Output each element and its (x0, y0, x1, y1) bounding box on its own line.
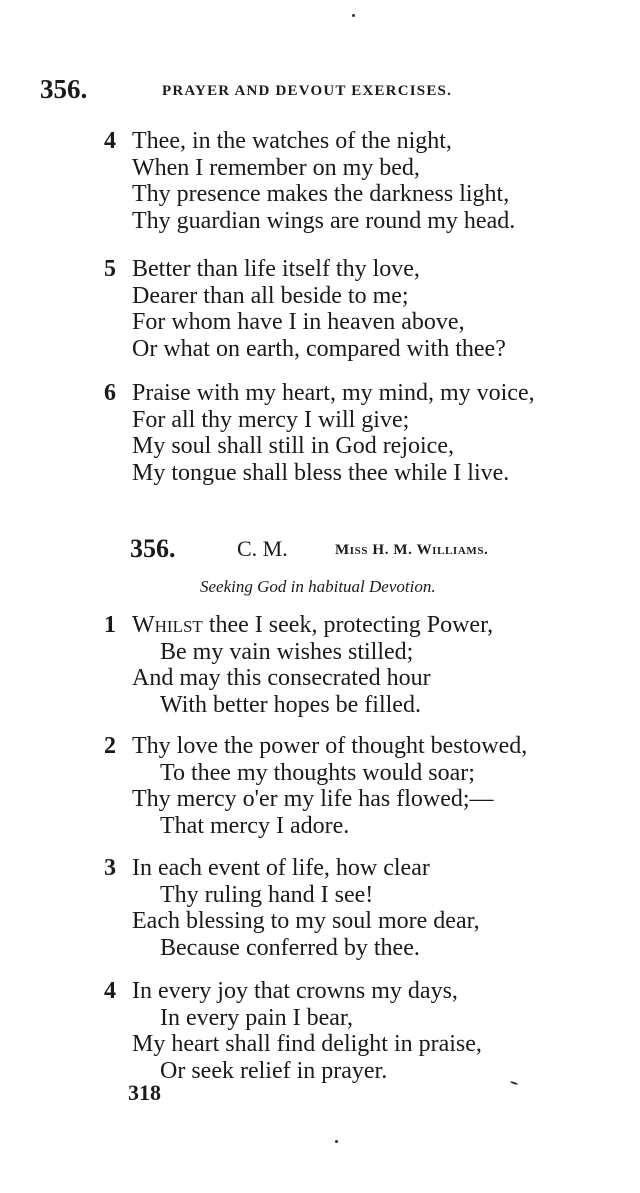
prev-hymn-stanza-6 (104, 380, 604, 486)
stanza-number: 6 (104, 380, 116, 406)
stanza-line: Or what on earth, compared with thee? (132, 335, 506, 362)
stanza-line: Thy guardian wings are round my head. (132, 207, 516, 234)
first-word: Whilst (132, 612, 203, 638)
stanza-line: My soul shall still in God rejoice, (132, 433, 454, 459)
hymn-number: 356. (130, 534, 176, 563)
line-text: Better than life itself thy love, (132, 256, 420, 282)
stanza-number: 4 (104, 978, 116, 1004)
hymn-subtitle: Seeking God in habitual Devotion. (200, 577, 436, 596)
ink-speck (352, 14, 355, 17)
stanza-line: And may this consecrated hour (132, 665, 431, 691)
hymn-meter: C. M. (237, 536, 288, 561)
stanza-line: To thee my thoughts would soar; (160, 759, 475, 786)
running-head-title: PRAYER AND DEVOUT EXERCISES. (162, 83, 453, 99)
line-text: In each event of life, how clear (132, 855, 430, 881)
running-head-page-number: 356. (40, 74, 88, 104)
stanza-line (104, 380, 604, 407)
stanza-line: For whom have I in heaven above, (132, 309, 465, 335)
stanza-line: Or seek relief in prayer. (160, 1057, 388, 1084)
stanza-line: In every pain I bear, (160, 1004, 353, 1031)
stanza-line: Thy mercy o'er my life has flowed;— (132, 786, 494, 812)
line-text: In every joy that crowns my days, (132, 978, 458, 1004)
line-text: Thy love the power of thought bestowed, (132, 733, 528, 759)
stanza-number: 4 (104, 128, 116, 154)
stanza-line: My heart shall find delight in praise, (132, 1031, 482, 1057)
stanza-line: My tongue shall bless thee while I live. (132, 459, 510, 486)
page-number: 318 (128, 1080, 161, 1105)
hymn-stanza-4 (104, 978, 604, 1084)
stanza-line: For all thy mercy I will give; (132, 406, 410, 433)
stanza-line: That mercy I adore. (160, 812, 350, 839)
prev-hymn-stanza-5 (104, 256, 604, 362)
stanza-line (104, 855, 604, 882)
stanza-line: When I remember on my bed, (132, 154, 420, 181)
line-text: thee I seek, protecting Power, (202, 612, 494, 638)
stanza-line: Because conferred by thee. (160, 934, 420, 961)
stanza-line (104, 128, 604, 155)
hymn-stanza-3 (104, 855, 604, 961)
hymn-stanza-2 (104, 733, 604, 839)
running-head (40, 74, 600, 108)
stanza-line: Be my vain wishes stilled; (160, 638, 414, 665)
line-text: Praise with my heart, my mind, my voice, (132, 380, 535, 406)
stanza-line: Thy ruling hand I see! (160, 881, 374, 908)
hymn-author: Miss H. M. Williams. (335, 542, 489, 558)
prev-hymn-stanza-4 (104, 128, 604, 234)
stanza-number: 3 (104, 855, 116, 881)
ink-speck (335, 1140, 338, 1143)
stanza-line (104, 733, 604, 760)
stanza-line (104, 612, 604, 639)
hymn-header (130, 534, 590, 568)
line-text: Thee, in the watches of the night, (132, 128, 452, 154)
stanza-line: Dearer than all beside to me; (132, 282, 409, 309)
stanza-line: Each blessing to my soul more dear, (132, 908, 480, 934)
stanza-number: 2 (104, 733, 116, 759)
stanza-line: Thy presence makes the darkness light, (132, 181, 510, 207)
stanza-number: 5 (104, 256, 116, 282)
stanza-line: With better hopes be filled. (160, 691, 421, 718)
hymn-stanza-1 (104, 612, 604, 718)
stanza-line (104, 256, 604, 283)
stanza-line (104, 978, 604, 1005)
stanza-number: 1 (104, 612, 116, 638)
